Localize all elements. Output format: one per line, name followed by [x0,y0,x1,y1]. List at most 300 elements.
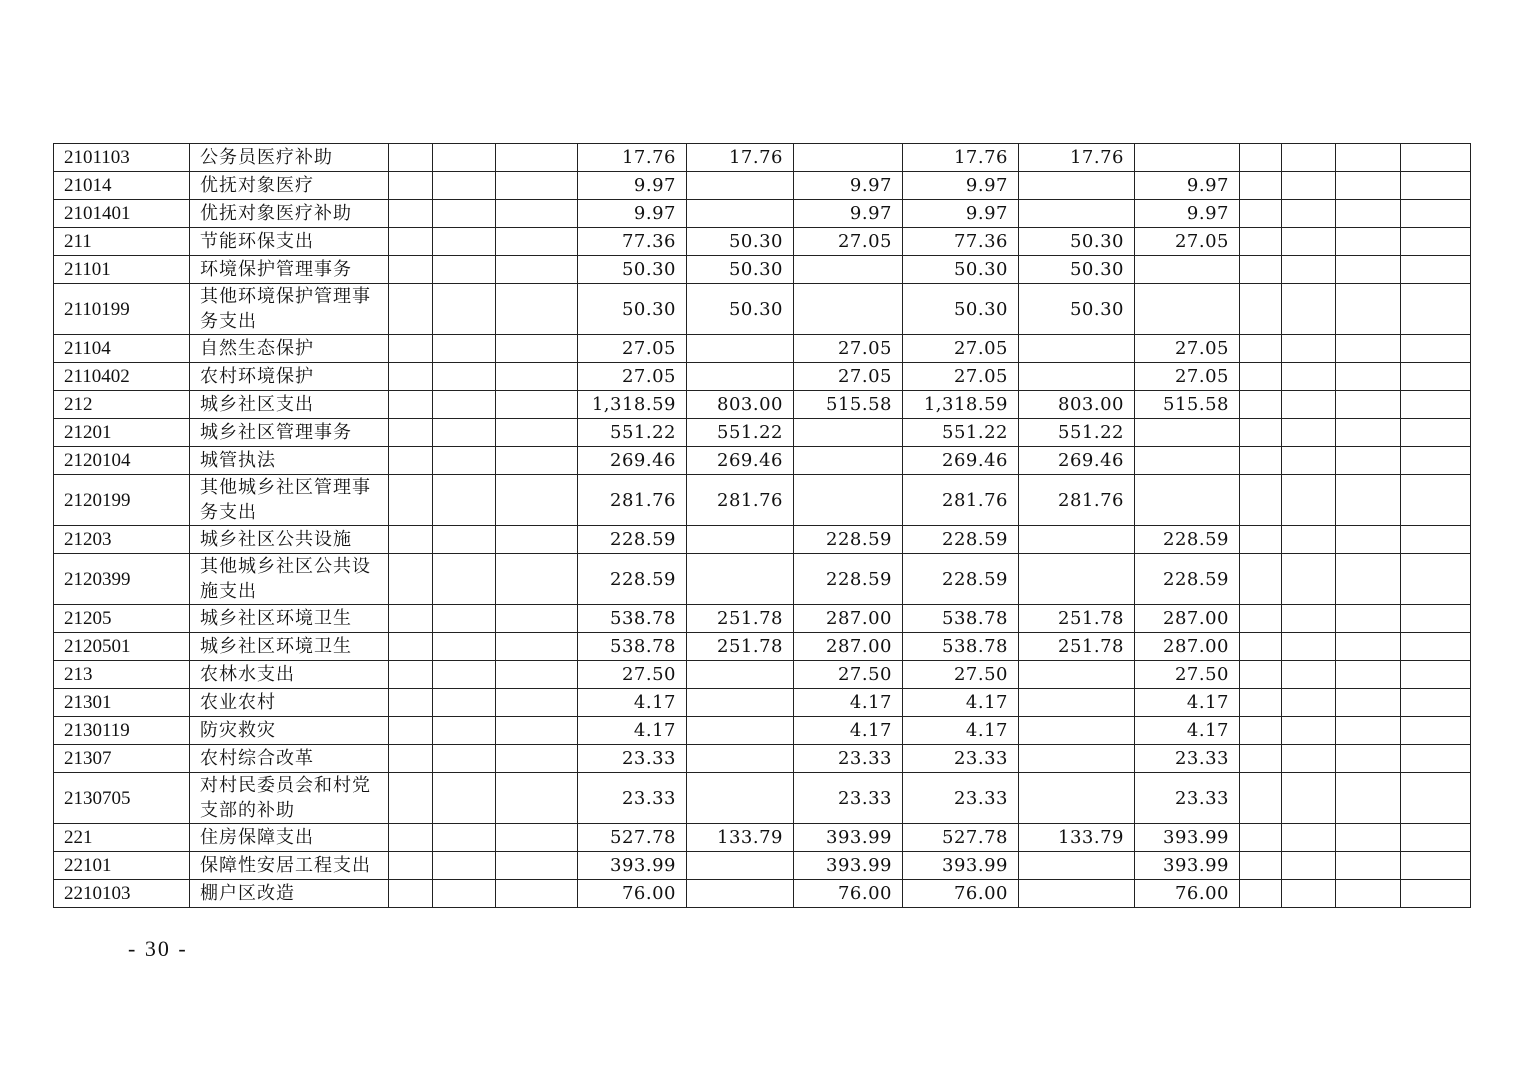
subject-name-cell: 棚户区改造 [190,880,389,908]
amount-cell: 803.00 [687,391,794,419]
subject-name-cell: 优抚对象医疗补助 [190,200,389,228]
amount-cell [1401,284,1471,335]
amount-cell [496,200,578,228]
table-row [54,773,1471,824]
subject-code-cell: 2110199 [54,284,190,335]
amount-cell: 1,318.59 [578,391,687,419]
amount-cell: 538.78 [578,605,687,633]
subject-name-cell: 其他环境保护管理事务支出 [190,284,389,335]
amount-cell [1240,880,1282,908]
amount-cell: 228.59 [1135,526,1240,554]
amount-cell [1240,391,1282,419]
amount-cell [389,284,433,335]
amount-cell [1282,475,1336,526]
amount-cell [1019,773,1135,824]
amount-cell [1019,745,1135,773]
amount-cell: 9.97 [794,200,903,228]
subject-name-cell: 自然生态保护 [190,335,389,363]
amount-cell [433,773,496,824]
amount-cell [433,200,496,228]
amount-cell [1401,824,1471,852]
amount-cell [1135,256,1240,284]
amount-cell: 23.33 [903,773,1019,824]
amount-cell [1336,200,1401,228]
amount-cell: 527.78 [578,824,687,852]
amount-cell [1282,447,1336,475]
amount-cell [1135,144,1240,172]
amount-cell: 228.59 [903,554,1019,605]
amount-cell: 228.59 [903,526,1019,554]
amount-cell [433,256,496,284]
amount-cell [433,633,496,661]
amount-cell: 4.17 [1135,689,1240,717]
amount-cell: 281.76 [1019,475,1135,526]
amount-cell [433,475,496,526]
amount-cell: 23.33 [578,745,687,773]
amount-cell [1019,526,1135,554]
table-row [54,363,1471,391]
amount-cell [1336,661,1401,689]
amount-cell [1019,852,1135,880]
amount-cell [389,773,433,824]
amount-cell: 251.78 [687,605,794,633]
amount-cell: 4.17 [578,717,687,745]
amount-cell: 551.22 [1019,419,1135,447]
amount-cell: 133.79 [1019,824,1135,852]
amount-cell [794,447,903,475]
amount-cell: 551.22 [687,419,794,447]
subject-name-cell: 保障性安居工程支出 [190,852,389,880]
amount-cell: 23.33 [794,745,903,773]
amount-cell [1282,745,1336,773]
amount-cell [389,144,433,172]
amount-cell [1336,391,1401,419]
amount-cell [794,256,903,284]
table-row [54,554,1471,605]
amount-cell: 76.00 [794,880,903,908]
amount-cell [433,554,496,605]
amount-cell [1240,200,1282,228]
amount-cell [1282,605,1336,633]
amount-cell [496,773,578,824]
amount-cell: 281.76 [903,475,1019,526]
table-row [54,880,1471,908]
amount-cell [1401,745,1471,773]
subject-code-cell: 2210103 [54,880,190,908]
subject-code-cell: 2110402 [54,363,190,391]
amount-cell [1401,335,1471,363]
amount-cell: 27.05 [578,363,687,391]
subject-code-cell: 211 [54,228,190,256]
amount-cell [1336,852,1401,880]
subject-name-cell: 对村民委员会和村党支部的补助 [190,773,389,824]
amount-cell [1401,419,1471,447]
amount-cell [389,526,433,554]
amount-cell [1401,717,1471,745]
subject-code-cell: 213 [54,661,190,689]
amount-cell [1135,447,1240,475]
amount-cell [1336,475,1401,526]
amount-cell [1240,661,1282,689]
amount-cell [1336,419,1401,447]
amount-cell [1019,689,1135,717]
amount-cell: 538.78 [903,633,1019,661]
amount-cell [687,363,794,391]
amount-cell: 393.99 [794,852,903,880]
amount-cell: 133.79 [687,824,794,852]
table-row [54,633,1471,661]
amount-cell [389,419,433,447]
amount-cell [433,144,496,172]
subject-name-cell: 农村环境保护 [190,363,389,391]
amount-cell [389,661,433,689]
amount-cell [1336,144,1401,172]
subject-name-cell: 公务员医疗补助 [190,144,389,172]
table-row [54,852,1471,880]
table-row [54,605,1471,633]
amount-cell [389,554,433,605]
amount-cell: 50.30 [1019,256,1135,284]
amount-cell: 27.50 [794,661,903,689]
amount-cell: 393.99 [794,824,903,852]
table-row [54,391,1471,419]
amount-cell [496,475,578,526]
amount-cell [433,605,496,633]
amount-cell [1282,661,1336,689]
amount-cell: 76.00 [1135,880,1240,908]
amount-cell [1019,880,1135,908]
amount-cell [496,419,578,447]
amount-cell [1282,391,1336,419]
amount-cell [389,256,433,284]
amount-cell: 4.17 [903,717,1019,745]
amount-cell [496,554,578,605]
amount-cell [1336,880,1401,908]
amount-cell [433,419,496,447]
amount-cell: 50.30 [1019,284,1135,335]
subject-name-cell: 住房保障支出 [190,824,389,852]
table-row [54,172,1471,200]
amount-cell: 228.59 [794,526,903,554]
amount-cell [389,200,433,228]
amount-cell: 393.99 [903,852,1019,880]
amount-cell [1282,144,1336,172]
amount-cell [1019,172,1135,200]
amount-cell: 27.50 [903,661,1019,689]
amount-cell: 269.46 [1019,447,1135,475]
amount-cell [1240,526,1282,554]
table-row [54,661,1471,689]
amount-cell [1019,200,1135,228]
amount-cell [1336,689,1401,717]
amount-cell: 393.99 [578,852,687,880]
amount-cell: 4.17 [903,689,1019,717]
amount-cell [1240,633,1282,661]
amount-cell [687,172,794,200]
subject-code-cell: 2130705 [54,773,190,824]
amount-cell [1282,419,1336,447]
subject-code-cell: 212 [54,391,190,419]
amount-cell: 77.36 [903,228,1019,256]
amount-cell: 9.97 [1135,172,1240,200]
amount-cell: 251.78 [1019,633,1135,661]
amount-cell [1282,363,1336,391]
table-row [54,256,1471,284]
amount-cell [496,689,578,717]
amount-cell [1401,391,1471,419]
amount-cell [794,284,903,335]
amount-cell: 17.76 [1019,144,1135,172]
amount-cell [1282,284,1336,335]
amount-cell: 269.46 [903,447,1019,475]
budget-expenditure-table [53,143,1471,908]
table-row [54,447,1471,475]
amount-cell [433,717,496,745]
amount-cell: 50.30 [578,256,687,284]
amount-cell [1019,554,1135,605]
amount-cell [433,228,496,256]
subject-code-cell: 221 [54,824,190,852]
amount-cell [1019,717,1135,745]
amount-cell [1401,880,1471,908]
amount-cell: 50.30 [903,284,1019,335]
amount-cell [1282,554,1336,605]
amount-cell [1240,689,1282,717]
amount-cell [389,475,433,526]
amount-cell: 281.76 [687,475,794,526]
subject-name-cell: 其他城乡社区管理事务支出 [190,475,389,526]
amount-cell: 287.00 [794,633,903,661]
amount-cell: 76.00 [903,880,1019,908]
amount-cell [1240,228,1282,256]
amount-cell: 17.76 [903,144,1019,172]
amount-cell [1135,419,1240,447]
amount-cell [1401,144,1471,172]
amount-cell [496,526,578,554]
subject-code-cell: 21205 [54,605,190,633]
table-row [54,144,1471,172]
amount-cell: 50.30 [687,228,794,256]
amount-cell [1282,200,1336,228]
amount-cell [496,363,578,391]
amount-cell [1240,144,1282,172]
amount-cell [1282,172,1336,200]
table-row [54,228,1471,256]
amount-cell: 527.78 [903,824,1019,852]
amount-cell [1240,773,1282,824]
amount-cell [1240,363,1282,391]
amount-cell [1401,172,1471,200]
amount-cell: 27.05 [794,335,903,363]
amount-cell [687,200,794,228]
amount-cell: 50.30 [903,256,1019,284]
amount-cell [389,605,433,633]
amount-cell [496,172,578,200]
amount-cell [389,852,433,880]
table-row [54,745,1471,773]
amount-cell [794,475,903,526]
amount-cell: 287.00 [1135,605,1240,633]
amount-cell [1240,419,1282,447]
amount-cell [1240,824,1282,852]
amount-cell [1336,335,1401,363]
subject-name-cell: 城管执法 [190,447,389,475]
subject-code-cell: 21203 [54,526,190,554]
amount-cell [1336,773,1401,824]
amount-cell: 228.59 [1135,554,1240,605]
subject-name-cell: 优抚对象医疗 [190,172,389,200]
amount-cell: 50.30 [687,256,794,284]
amount-cell: 9.97 [578,172,687,200]
amount-cell [496,661,578,689]
amount-cell: 17.76 [578,144,687,172]
amount-cell: 551.22 [903,419,1019,447]
table-row [54,335,1471,363]
amount-cell: 551.22 [578,419,687,447]
subject-code-cell: 2120199 [54,475,190,526]
amount-cell [1282,773,1336,824]
amount-cell [389,824,433,852]
amount-cell [1401,228,1471,256]
amount-cell: 4.17 [578,689,687,717]
amount-cell: 27.05 [1135,228,1240,256]
amount-cell [1282,335,1336,363]
table-row [54,419,1471,447]
amount-cell: 515.58 [794,391,903,419]
amount-cell [433,391,496,419]
amount-cell: 27.05 [903,363,1019,391]
subject-name-cell: 城乡社区公共设施 [190,526,389,554]
amount-cell [1401,661,1471,689]
amount-cell [1240,554,1282,605]
amount-cell: 393.99 [1135,824,1240,852]
amount-cell [687,880,794,908]
amount-cell [389,335,433,363]
amount-cell [389,880,433,908]
amount-cell: 269.46 [687,447,794,475]
amount-cell [1401,447,1471,475]
amount-cell [433,824,496,852]
amount-cell [1336,363,1401,391]
amount-cell [389,717,433,745]
amount-cell [433,689,496,717]
amount-cell [433,852,496,880]
amount-cell [1240,447,1282,475]
amount-cell [389,689,433,717]
amount-cell [794,144,903,172]
amount-cell [1282,852,1336,880]
amount-cell: 27.05 [1135,363,1240,391]
amount-cell: 4.17 [794,717,903,745]
amount-cell: 23.33 [578,773,687,824]
table-row [54,284,1471,335]
amount-cell: 27.05 [1135,335,1240,363]
amount-cell: 27.50 [1135,661,1240,689]
amount-cell [1240,717,1282,745]
subject-code-cell: 21307 [54,745,190,773]
subject-code-cell: 21104 [54,335,190,363]
amount-cell [1401,256,1471,284]
amount-cell [496,228,578,256]
amount-cell: 50.30 [687,284,794,335]
amount-cell: 76.00 [578,880,687,908]
amount-cell [1401,475,1471,526]
amount-cell [1401,633,1471,661]
amount-cell [1282,256,1336,284]
amount-cell: 27.05 [903,335,1019,363]
subject-code-cell: 2120399 [54,554,190,605]
amount-cell [687,526,794,554]
amount-cell [1336,228,1401,256]
amount-cell [433,172,496,200]
table-row [54,689,1471,717]
amount-cell [496,335,578,363]
amount-cell [687,335,794,363]
amount-cell [1401,852,1471,880]
amount-cell: 251.78 [687,633,794,661]
amount-cell [1240,284,1282,335]
amount-cell [433,363,496,391]
amount-cell [687,689,794,717]
amount-cell [687,852,794,880]
amount-cell [1401,773,1471,824]
amount-cell [1336,824,1401,852]
amount-cell [687,745,794,773]
amount-cell [1336,526,1401,554]
amount-cell: 515.58 [1135,391,1240,419]
amount-cell [1019,661,1135,689]
amount-cell [1336,605,1401,633]
amount-cell [496,144,578,172]
amount-cell [1240,335,1282,363]
amount-cell [389,391,433,419]
amount-cell: 228.59 [794,554,903,605]
amount-cell [433,447,496,475]
amount-cell [794,419,903,447]
amount-cell [1240,475,1282,526]
amount-cell: 23.33 [1135,773,1240,824]
amount-cell [433,526,496,554]
amount-cell [1336,717,1401,745]
amount-cell [1240,172,1282,200]
amount-cell [433,284,496,335]
amount-cell: 9.97 [1135,200,1240,228]
amount-cell [1240,605,1282,633]
subject-name-cell: 环境保护管理事务 [190,256,389,284]
page-number: - 30 - [128,936,188,961]
amount-cell: 538.78 [903,605,1019,633]
amount-cell [1282,526,1336,554]
amount-cell: 803.00 [1019,391,1135,419]
amount-cell: 287.00 [1135,633,1240,661]
subject-code-cell: 2101103 [54,144,190,172]
amount-cell [496,824,578,852]
amount-cell [1336,284,1401,335]
amount-cell [1240,852,1282,880]
amount-cell: 9.97 [794,172,903,200]
amount-cell [1401,200,1471,228]
amount-cell: 228.59 [578,526,687,554]
amount-cell: 281.76 [578,475,687,526]
amount-cell [1019,335,1135,363]
amount-cell [1240,256,1282,284]
amount-cell [1240,745,1282,773]
amount-cell [1336,554,1401,605]
subject-name-cell: 节能环保支出 [190,228,389,256]
subject-code-cell: 2120104 [54,447,190,475]
subject-code-cell: 2101401 [54,200,190,228]
amount-cell [1282,228,1336,256]
